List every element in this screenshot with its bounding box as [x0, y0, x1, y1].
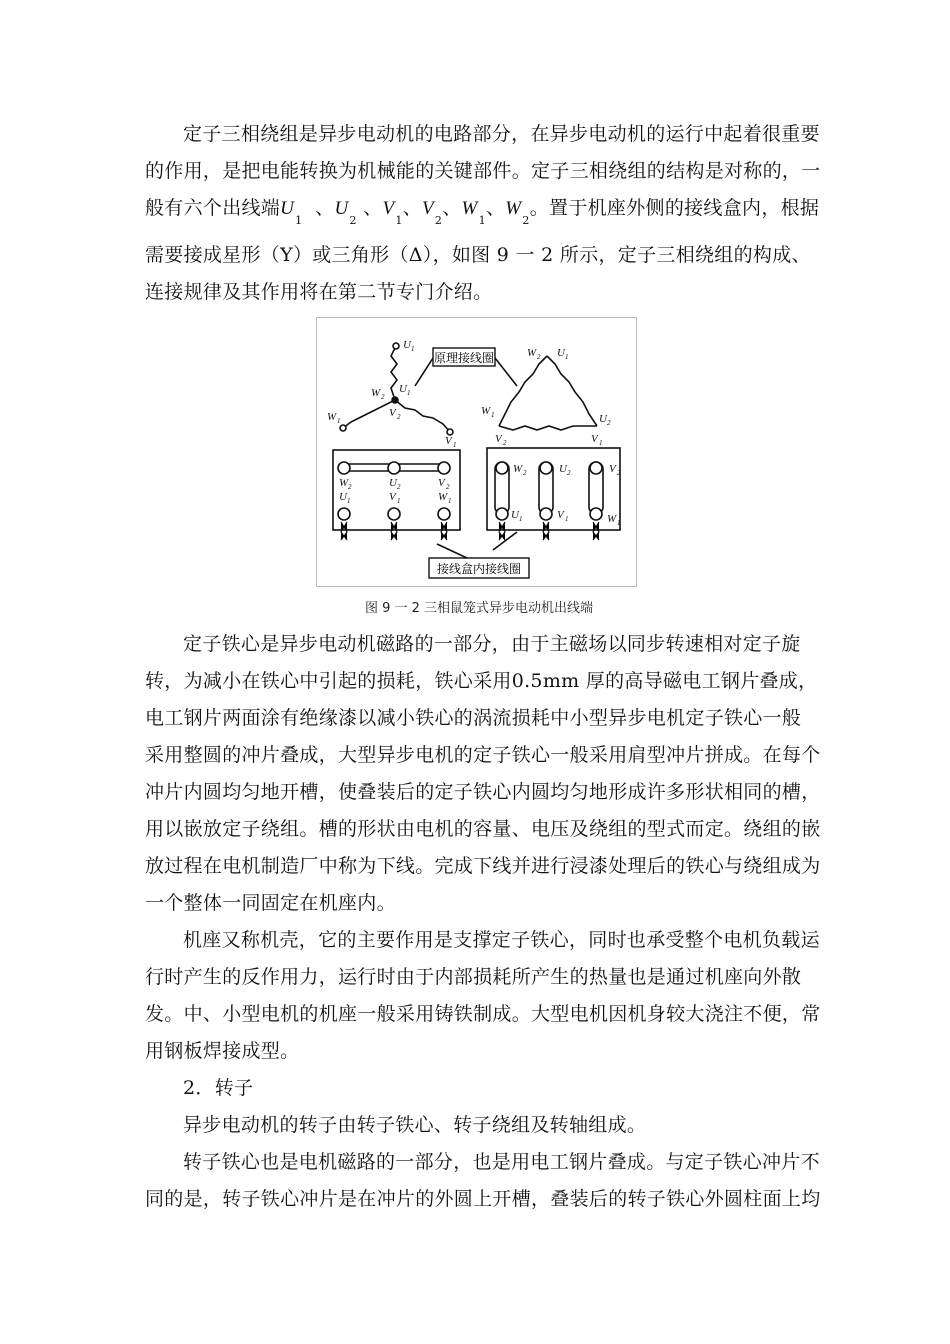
text-line: 需要接成星形（Y）或三角形（Δ），如图 9 一 2 所示，定子三相绕组的构成、	[145, 244, 811, 266]
terminal-letter: V	[421, 198, 434, 219]
star-sub: 1	[337, 417, 341, 425]
box-sub: 1	[617, 519, 621, 527]
text-line-terminals	[145, 190, 820, 229]
box-label: W	[513, 463, 523, 475]
text-line: 定子铁心是异步电动机磁路的一部分，由于主磁场以同步转速相对定子旋	[183, 633, 801, 655]
delta-label: V	[495, 433, 502, 445]
delta-label: W	[527, 347, 537, 359]
star-label: V	[389, 407, 396, 419]
terminal-letter: W	[505, 198, 522, 219]
text-fragment: 般有六个出线端	[145, 197, 281, 219]
delta-sub: 1	[491, 411, 495, 419]
terminal-subscript: 1	[478, 214, 486, 227]
box-sub: 2	[397, 483, 401, 491]
box-label: U	[511, 509, 519, 521]
text-line: 的作用，是把电能转换为机械能的关键部件。定子三相绕组的结构是对称的，一	[145, 160, 821, 182]
figure-caption: 图 9 一 2 三相鼠笼式异步电动机出线端	[364, 601, 594, 616]
box-label: V	[389, 491, 396, 503]
delta-sub: 2	[537, 353, 541, 361]
paragraph-stator-winding	[145, 116, 821, 311]
star-sub: 2	[381, 393, 385, 401]
section-heading-rotor	[145, 1070, 813, 1107]
box-sub: 1	[397, 497, 401, 505]
delta-label: V	[591, 433, 598, 445]
star-label: W	[371, 387, 381, 399]
star-label: V	[445, 435, 452, 447]
separator: 、	[315, 197, 335, 219]
star-label: U	[399, 383, 407, 395]
text-line: 行时产生的反作用力，运行时由于内部损耗所产生的热量也是通过机座向外散	[145, 966, 802, 988]
terminal-letter: W	[461, 198, 478, 219]
box-label: U	[389, 477, 397, 489]
box-label: V	[438, 477, 445, 489]
terminal-subscript: 2	[522, 214, 530, 227]
delta-sub: 1	[599, 439, 603, 447]
text-fragment: 。置于机座外侧的接线盒内，根据	[529, 197, 820, 219]
box-label: W	[607, 513, 617, 525]
heading-text: 2．转子	[183, 1077, 254, 1099]
text-line: 用以嵌放定子绕组。槽的形状由电机的容量、电压及绕组的型式而定。绕组的嵌	[145, 818, 821, 840]
star-sub: 1	[453, 441, 457, 449]
text-line: 发。中、小型电机的机座一般采用铸铁制成。大型电机因机身较大浇注不便，常	[145, 1003, 821, 1025]
separator: 、	[485, 197, 506, 219]
separator: 、	[402, 197, 422, 219]
diagram-label-principle: 原理接线圈	[433, 351, 495, 365]
delta-sub: 2	[607, 419, 611, 427]
box-sub: 2	[567, 469, 571, 477]
text-line: 采用整圆的冲片叠成，大型异步电机的定子铁心一般采用肩型冲片拼成。在每个	[145, 744, 821, 766]
text-line: 连接规律及其作用将在第二节专门介绍。	[145, 281, 493, 303]
text-line: 冲片内圆均匀地开槽，使叠装后的定子铁心内圆均匀地形成许多形状相同的槽，	[145, 781, 821, 803]
wiring-diagram-figure	[316, 317, 637, 587]
separator: 、	[363, 197, 383, 219]
box-sub: 1	[519, 515, 523, 523]
paragraph-stator-core	[145, 626, 821, 922]
star-sub: 1	[411, 345, 415, 353]
box-sub: 2	[348, 483, 352, 491]
box-label: W	[438, 491, 448, 503]
box-label: U	[339, 491, 347, 503]
terminal-letter: U	[280, 198, 295, 219]
paragraph-rotor-core	[145, 1144, 821, 1218]
box-sub: 2	[446, 483, 450, 491]
text-line: 同的是，转子铁心冲片是在冲片的外圆上开槽，叠装后的转子铁心外圆柱面上均	[145, 1188, 821, 1210]
box-sub: 1	[448, 497, 452, 505]
terminal-subscript: 2	[434, 214, 443, 227]
separator: 、	[442, 197, 462, 219]
text-line: 放过程在电机制造厂中称为下线。完成下线并进行浸漆处理后的铁心与绕组成为	[145, 855, 821, 877]
paragraph-frame	[145, 922, 821, 1070]
box-label: V	[609, 463, 616, 475]
terminal-letter: V	[382, 198, 395, 219]
box-label: U	[559, 463, 567, 475]
text-line: 电工钢片两面涂有绝缘漆以减小铁心的涡流损耗中小型异步电机定子铁心一般	[145, 707, 802, 729]
box-sub: 2	[523, 469, 527, 477]
box-sub: 1	[565, 515, 569, 523]
box-label: W	[339, 477, 349, 489]
star-label: W	[327, 411, 337, 423]
terminal-subscript: 1	[395, 214, 403, 227]
text-line: 定子三相绕组是异步电动机的电路部分，在异步电动机的运行中起着很重要	[183, 123, 820, 145]
terminal-letter: U	[334, 198, 349, 219]
text-line: 转，为减小在铁心中引起的损耗，铁心采用0.5mm 厚的高导磁电工钢片叠成，	[145, 670, 818, 692]
star-sub: 1	[407, 389, 411, 397]
box-label: V	[557, 509, 564, 521]
star-sub: 2	[397, 413, 401, 421]
box-sub: 1	[347, 497, 351, 505]
wiring-diagram	[317, 318, 636, 586]
delta-label: U	[599, 413, 607, 425]
star-label: U	[403, 339, 411, 351]
text-line: 一个整体一同固定在机座内。	[145, 892, 396, 914]
text-line: 异步电动机的转子由转子铁心、转子绕组及转轴组成。	[183, 1114, 647, 1136]
text-line: 用钢板焊接成型。	[145, 1040, 300, 1062]
text-line: 转子铁心也是电机磁路的一部分，也是用电工钢片叠成。与定子铁心冲片不	[183, 1151, 820, 1173]
paragraph-rotor-intro	[145, 1107, 813, 1144]
diagram-label-box: 接线盒内接线圈	[436, 562, 522, 576]
terminal-subscript: 2	[349, 214, 357, 227]
delta-label: U	[557, 347, 565, 359]
box-sub: 2	[617, 469, 621, 477]
terminal-subscript: 1	[295, 214, 303, 227]
delta-label: W	[481, 405, 491, 417]
text-line: 机座又称机壳，它的主要作用是支撑定子铁心，同时也承受整个电机负载运	[183, 929, 820, 951]
delta-sub: 2	[503, 439, 507, 447]
delta-sub: 1	[565, 353, 569, 361]
